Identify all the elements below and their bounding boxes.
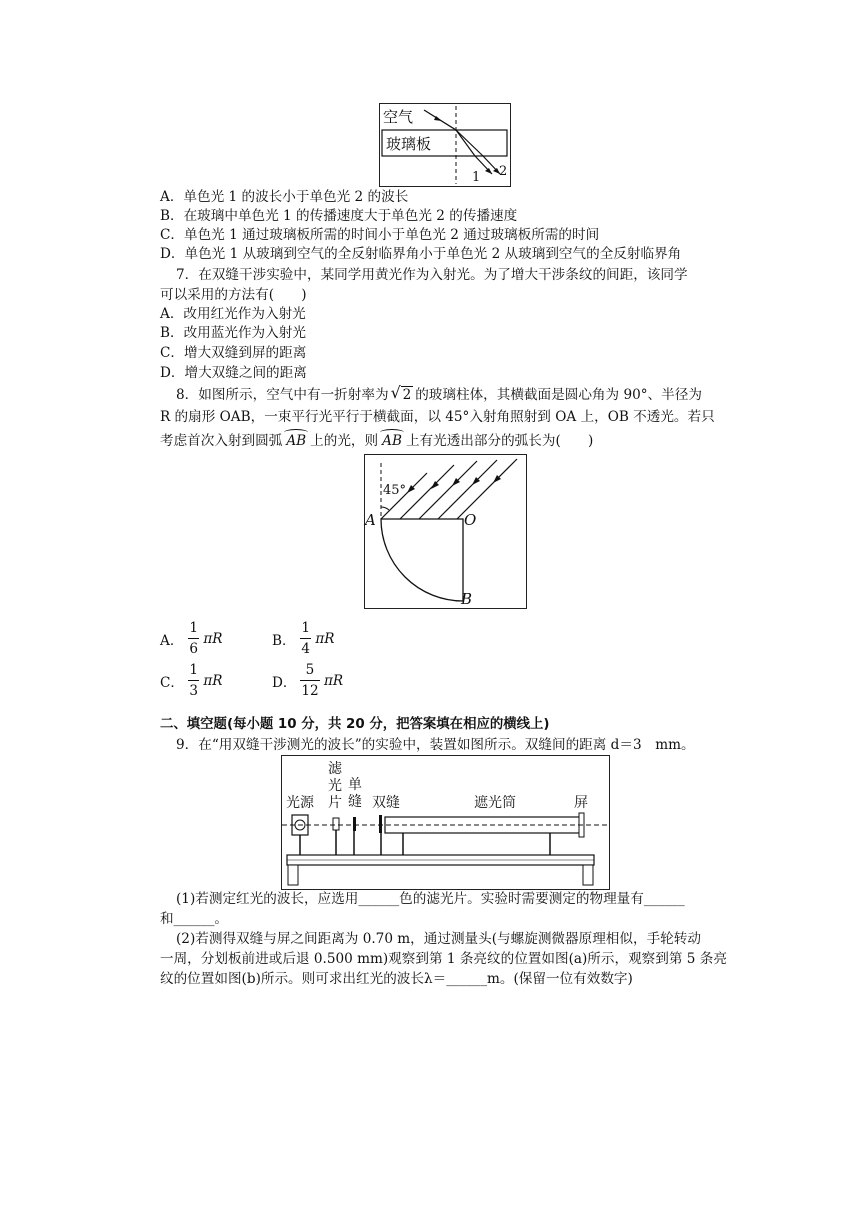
bench-leg-left	[288, 865, 298, 885]
glass-plate-figure	[379, 103, 511, 187]
label-air: 空气	[383, 108, 414, 126]
q8-stem-line1	[176, 383, 702, 404]
q9-stem-line1: 9．在“用双缝干涉测光的波长”的实验中，装置如图所示。双缝间的距离 d＝3 mm。	[176, 737, 695, 753]
q8-choice-b-num: 1	[300, 618, 311, 639]
label-filter-3: 片	[328, 795, 342, 811]
q7-stem-line2: 可以采用的方法有( )	[160, 287, 307, 303]
label-filter-2: 光	[328, 778, 342, 794]
q6-option-b: B．在玻璃中单色光 1 的传播速度大于单色光 2 的传播速度	[160, 208, 518, 224]
q7-option-a: A．改用红光作为入射光	[160, 306, 306, 322]
arc-ab-1-text: AB	[286, 433, 307, 449]
label-single-slit-1: 单	[348, 777, 362, 793]
q8-text-3b: 上的光，则	[310, 433, 379, 449]
label-double-slit: 双缝	[372, 795, 400, 811]
sector-shape	[381, 519, 463, 601]
ray-label-2: 2	[499, 164, 508, 179]
arc-ab-2	[380, 432, 404, 450]
light-ray-5	[457, 459, 517, 519]
q8-choice-a-fraction	[188, 618, 199, 659]
sqrt-two	[390, 383, 414, 404]
q8-choice-d-tail: πR	[323, 672, 344, 689]
q8-choice-b-label: B．	[272, 632, 296, 649]
label-screen: 屏	[574, 795, 588, 811]
q8-choice-a-den: 6	[189, 641, 198, 657]
q8-choice-d-label: D．	[272, 674, 297, 691]
q8-choice-d-fraction	[300, 660, 319, 701]
q8-choice-c	[160, 660, 222, 701]
q8-choice-d-num: 5	[300, 660, 319, 681]
q8-choice-c-label: C．	[160, 674, 184, 691]
q9-part1-line2: 和______。	[160, 911, 228, 927]
single-slit-plate	[353, 817, 356, 831]
q8-choice-c-den: 3	[189, 683, 198, 699]
arc-ab-1	[284, 432, 308, 450]
label-single-slit-2: 缝	[348, 794, 362, 810]
q9-part2-line1: (2)若测得双缝与屏之间距离为 0.70 m，通过测量头(与螺旋测微器原理相似，手轮转动	[176, 931, 701, 947]
q8-choice-c-fraction	[188, 660, 199, 701]
q8-choice-a-tail: πR	[203, 630, 223, 647]
q8-stem-line3	[160, 432, 593, 450]
q8-choice-b-fraction	[300, 618, 311, 659]
label-light-source: 光源	[286, 795, 314, 811]
exit-arrow-1-icon	[485, 168, 492, 174]
angle-label: 45°	[383, 483, 407, 498]
q8-choice-b-den: 4	[301, 641, 310, 657]
q8-choice-b	[272, 618, 334, 659]
q6-option-c: C．单色光 1 通过玻璃板所需的时间小于单色光 2 通过玻璃板所需的时间	[160, 227, 600, 243]
label-filter-1: 滤	[328, 761, 342, 777]
point-a-label: A	[365, 511, 376, 529]
q7-option-d: D．增大双缝之间的距离	[160, 365, 307, 381]
q8-choice-a-label: A．	[160, 632, 184, 649]
arc-ab-1-mark	[284, 429, 308, 436]
refracted-ray-1	[456, 130, 475, 156]
q9-part2-line3: 纹的位置如图(b)所示。则可求出红光的波长λ＝______m。(保留一位有效数字)	[160, 971, 633, 987]
arc-ab-2-text: AB	[382, 433, 402, 449]
sqrt-radical-icon: √	[390, 383, 401, 402]
q8-choice-c-num: 1	[188, 660, 199, 681]
sqrt-radicand: 2	[402, 387, 412, 403]
sector-diagram	[365, 455, 526, 608]
double-slit-apparatus-figure	[281, 755, 610, 890]
q8-choice-c-tail: πR	[203, 672, 223, 689]
q9-part2-line2: 一周，分划板前进或后退 0.500 mm)观察到第 1 条亮纹的位置如图(a)所示，观察到第 5 条亮	[160, 951, 727, 967]
q8-text-1a: 8．如图所示，空气中有一折射率为	[176, 387, 389, 403]
q6-option-d: D．单色光 1 从玻璃到空气的全反射临界角小于单色光 2 从玻璃到空气的全反射临界角	[160, 246, 682, 262]
angle-arc	[381, 507, 389, 510]
filter-holder	[333, 818, 339, 830]
refracted-ray-2	[456, 130, 483, 156]
q9-part1-line1: (1)若测定红光的波长，应选用______色的滤光片。实验时需要测定的物理量有______	[176, 891, 685, 907]
q7-stem-line1: 7．在双缝干涉实验中，某同学用黄光作为入射光。为了增大干涉条纹的间距，该同学	[176, 267, 688, 283]
ray-label-1: 1	[472, 170, 481, 185]
q8-text-3c: 上有光透出部分的弧长为( )	[405, 433, 594, 449]
q7-option-b: B．改用蓝光作为入射光	[160, 325, 306, 341]
point-b-label: B	[461, 590, 473, 608]
label-tube: 遮光筒	[474, 795, 516, 811]
ray-arrow-2-icon	[431, 481, 439, 489]
label-glass: 玻璃板	[386, 135, 432, 153]
q8-choice-b-tail: πR	[315, 630, 335, 647]
bench-leg-right	[583, 865, 593, 885]
q6-option-a: A．单色光 1 的波长小于单色光 2 的波长	[160, 189, 409, 205]
q8-choice-a	[160, 618, 222, 659]
q8-text-1b: 的玻璃柱体，其横截面是圆心角为 90°、半径为	[415, 387, 702, 403]
double-slit-plate	[379, 815, 382, 833]
q8-text-3a: 考虑首次入射到圆弧	[160, 433, 283, 449]
point-o-label: O	[464, 511, 477, 529]
q8-choice-d-den: 12	[301, 683, 319, 699]
q7-option-c: C．增大双缝到屏的距离	[160, 345, 307, 361]
q8-choice-d	[272, 660, 343, 701]
q8-stem-line2: R 的扇形 OAB，一束平行光平行于横截面，以 45°入射角照射到 OA 上，OB 不透光。若只	[160, 409, 715, 425]
q8-choice-a-num: 1	[188, 618, 199, 639]
section-2-heading: 二、填空题(每小题 10 分，共 20 分，把答案填在相应的横线上)	[160, 717, 550, 732]
arc-ab-2-mark	[380, 429, 404, 436]
sector-figure	[364, 454, 527, 609]
